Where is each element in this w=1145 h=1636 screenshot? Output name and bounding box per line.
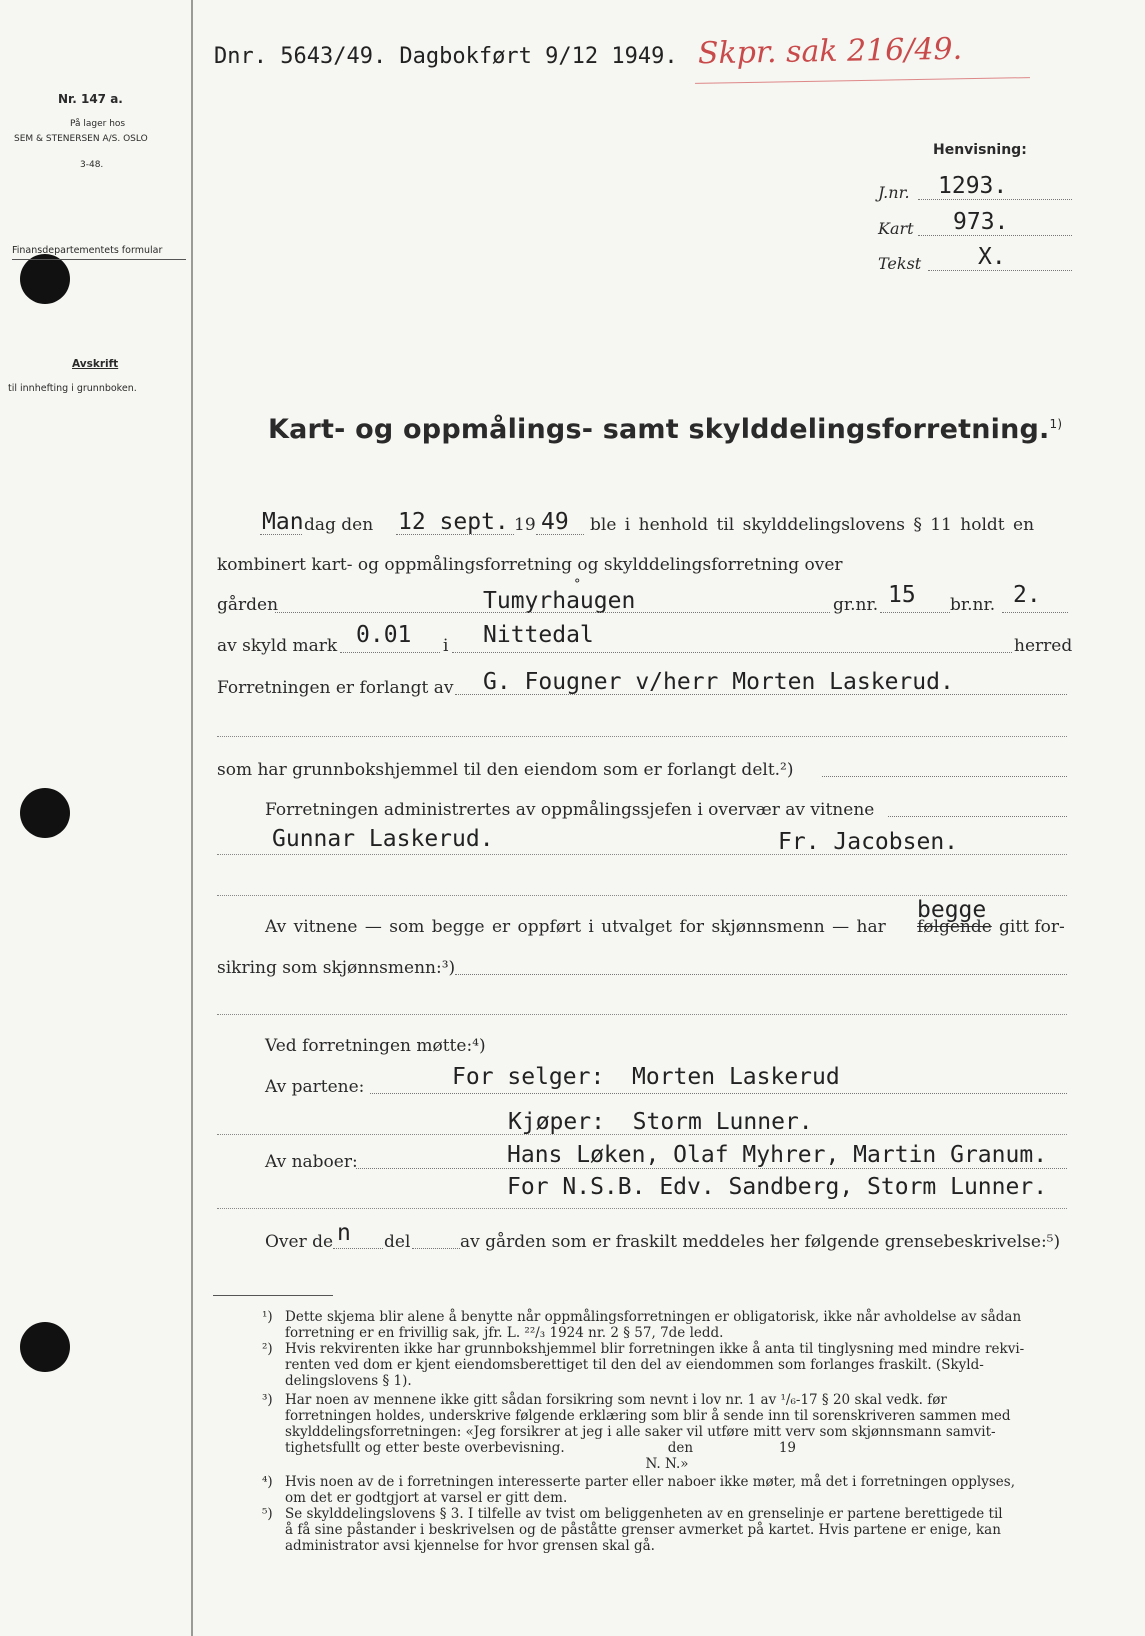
kart-label: Kart xyxy=(878,219,914,238)
witness-dotted-line xyxy=(217,854,1067,855)
tekst-label: Tekst xyxy=(878,254,922,273)
footnote-line: delingslovens § 1). xyxy=(285,1373,412,1389)
parties-dotted-line-2 xyxy=(217,1134,1067,1135)
footnote-line: Hvis rekvirenten ikke har grunnbokshjemmel blir forretningen ikke å anta til tinglysning med mindre rekvi- xyxy=(285,1341,1025,1357)
parties-label: Av partene: xyxy=(265,1077,365,1097)
brnr-value: 2. xyxy=(1013,582,1041,608)
footnote-mark: ⁵) xyxy=(262,1506,273,1522)
skyld-label: av skyld mark xyxy=(217,636,338,656)
footnote-line: renten ved dom er kjent eiendomsberettiget til den del av eiendommen som forlanges fraskilt. (Skyld- xyxy=(285,1357,984,1373)
requested-by-dotted-line xyxy=(455,694,1067,695)
grnr-label: gr.nr. xyxy=(833,595,879,615)
skyld-value: 0.01 xyxy=(356,622,412,648)
boundary-handwritten-n: n xyxy=(337,1220,351,1246)
kart-dotted-line xyxy=(918,235,1072,236)
footnote-line: å få sine påstander i beskrivelsen og de påståtte grenser avmerket på kartet. Hvis partene er enige, kan xyxy=(285,1522,1001,1538)
herred-value: Nittedal xyxy=(483,622,594,648)
assurance-dotted-line-2 xyxy=(217,1014,1067,1015)
parties-seller: For selger: Morten Laskerud xyxy=(452,1064,840,1090)
assurance-dotted-line xyxy=(455,974,1067,975)
inserted-word: begge xyxy=(917,897,987,923)
footnote-line: forretning er en frivillig sak, jfr. L. ²²/₃ 1924 nr. 2 § 57, 7de ledd. xyxy=(285,1325,724,1341)
witness-1: Gunnar Laskerud. xyxy=(272,826,494,852)
footnote-line: Se skylddelingslovens § 3. I tilfelle av tvist om beliggenheten av en grenselinje er partene berettigede til xyxy=(285,1506,1003,1522)
title-footnote-mark: 1) xyxy=(1049,417,1063,431)
kart-value: 973. xyxy=(953,209,1009,235)
brnr-label: br.nr. xyxy=(950,595,996,615)
garden-dotted-line xyxy=(275,612,830,613)
handwritten-underline xyxy=(695,77,1030,84)
date-value: 12 sept. xyxy=(398,509,509,535)
herred-label: herred xyxy=(1014,636,1073,656)
footnote-mark: ³) xyxy=(262,1392,273,1408)
parties-buyer: Kjøper: Storm Lunner. xyxy=(508,1109,813,1135)
brnr-dotted-line xyxy=(1002,612,1068,613)
footnote-line: administrator avsi kjennelse for hvor grensen skal gå. xyxy=(285,1538,655,1554)
footnote-line: skylddelingsforretningen: «Jeg forsikrer at jeg i alle saker vil utføre mitt verv som skjønnsmann samvit- xyxy=(285,1424,996,1440)
witnesses-text: Av vitnene — som begge er oppført i utvalget for skjønnsmenn — har xyxy=(265,917,886,937)
parties-dotted-line xyxy=(370,1093,1067,1094)
intro-text: ble i henhold til skylddelingslovens § 11 holdt en xyxy=(590,515,1035,535)
footnote-separator xyxy=(213,1295,333,1296)
intro-text-2: kombinert kart- og oppmålingsforretning og skylddelingsforretning over xyxy=(217,555,843,575)
neighbours-line-2: For N.S.B. Edv. Sandberg, Storm Lunner. xyxy=(507,1174,1048,1200)
boundary-dotted-line-1 xyxy=(333,1248,383,1249)
print-code: 3-48. xyxy=(80,160,104,170)
reference-heading: Henvisning: xyxy=(933,142,1027,158)
formular-note: Finansdepartementets formular xyxy=(12,245,163,256)
punch-hole xyxy=(20,788,70,838)
boundary-del-label: del xyxy=(384,1232,411,1252)
neighbours-dotted-line-2 xyxy=(217,1208,1067,1209)
footnote-line: Dette skjema blir alene å benytte når oppmålingsforretningen er obligatorisk, ikke når avholdelse av sådan xyxy=(285,1309,1022,1325)
blank-dotted-line xyxy=(217,736,1067,737)
administration-text: Forretningen administrertes av oppmålingssjefen i overvær av vitnene xyxy=(265,800,875,820)
garden-label: gården xyxy=(217,595,279,615)
year-value: 49 xyxy=(541,509,569,535)
administration-dotted-line xyxy=(888,816,1067,817)
neighbours-line-1: Hans Løken, Olaf Myhrer, Martin Granum. xyxy=(507,1142,1048,1168)
neighbours-dotted-line xyxy=(356,1168,1067,1169)
boundary-text: av gården som er fraskilt meddeles her følgende grensebeskrivelse:⁵) xyxy=(460,1232,1061,1252)
witnesses-text-end: gitt for- xyxy=(999,917,1065,937)
form-number: Nr. 147 a. xyxy=(58,92,123,106)
footnote-line: N. N.» xyxy=(285,1456,689,1472)
punch-hole xyxy=(20,1322,70,1372)
boundary-dotted-line-2 xyxy=(412,1248,460,1249)
footnote-line: Har noen av mennene ikke gitt sådan forsikring som nevnt i lov nr. 1 av ¹/₆-17 § 20 skal vedk. før xyxy=(285,1392,947,1408)
punch-hole xyxy=(20,254,70,304)
footnote-line: forretningen holdes, underskrive følgende erklæring som blir å sende inn til sorenskriveren sammen med xyxy=(285,1408,1011,1424)
neighbours-label: Av naboer: xyxy=(265,1152,358,1172)
witness-dotted-line-2 xyxy=(217,895,1067,896)
document-title: Kart- og oppmålings- samt skylddelingsforretning.$^{1)}$ xyxy=(268,414,1063,445)
footnote-line: tighetsfullt og etter beste overbevisning. den 19 xyxy=(285,1440,797,1456)
grnr-value: 15 xyxy=(888,582,916,608)
jnr-value: 1293. xyxy=(938,173,1008,199)
i-label: i xyxy=(443,636,449,656)
title-holder-dotted-line xyxy=(822,776,1067,777)
footnote-mark: ¹) xyxy=(262,1309,273,1325)
avskrift-note: til innhefting i grunnboken. xyxy=(8,383,137,394)
assurance-text: sikring som skjønnsmenn:³) xyxy=(217,958,456,978)
footnote-line: om det er godtgjort at varsel er gitt dem. xyxy=(285,1490,568,1506)
struck-word: følgende xyxy=(917,917,992,937)
publisher-name: SEM & STENERSEN A/S. OSLO xyxy=(14,134,148,144)
jnr-label: J.nr. xyxy=(878,183,910,202)
attended-text: Ved forretningen møtte:⁴) xyxy=(265,1036,486,1056)
requested-by-value: G. Fougner v/herr Morten Laskerud. xyxy=(483,669,954,695)
tekst-dotted-line xyxy=(928,270,1072,271)
year-dotted-line xyxy=(536,534,584,535)
registry-line: Dnr. 5643/49. Dagbokført 9/12 1949. xyxy=(214,44,678,69)
case-number-handwritten: Skpr. sak 216/49. xyxy=(697,31,963,72)
publisher-line: På lager hos xyxy=(70,119,126,129)
margin-rule xyxy=(191,0,193,1636)
footnote-mark: ²) xyxy=(262,1341,273,1357)
footnote-mark: ⁴) xyxy=(262,1474,273,1490)
date-dotted-line xyxy=(396,534,514,535)
weekday-value: Man xyxy=(262,509,304,535)
avskrift-label: Avskrift xyxy=(72,358,119,370)
ring-mark: ° xyxy=(574,577,581,592)
weekday-dotted-line xyxy=(260,534,302,535)
requested-by-label: Forretningen er forlangt av xyxy=(217,678,454,698)
boundary-text-start: Over de xyxy=(265,1232,334,1252)
formular-rule xyxy=(12,259,186,260)
tekst-value: X. xyxy=(978,244,1006,270)
witness-2: Fr. Jacobsen. xyxy=(778,829,959,855)
grnr-dotted-line xyxy=(880,612,950,613)
skyld-dotted-line xyxy=(340,652,440,653)
jnr-dotted-line xyxy=(918,199,1072,200)
title-holder-text: som har grunnbokshjemmel til den eiendom som er forlangt delt.²) xyxy=(217,760,794,780)
garden-value: Tumyrhaugen xyxy=(483,588,636,614)
herred-dotted-line xyxy=(452,652,1012,653)
footnote-line: Hvis noen av de i forretningen interesserte parter eller naboer ikke møter, må det i forretningen opplyses, xyxy=(285,1474,1015,1490)
dag-den-label: dag den xyxy=(304,515,374,535)
century-label: 19 xyxy=(514,515,536,535)
